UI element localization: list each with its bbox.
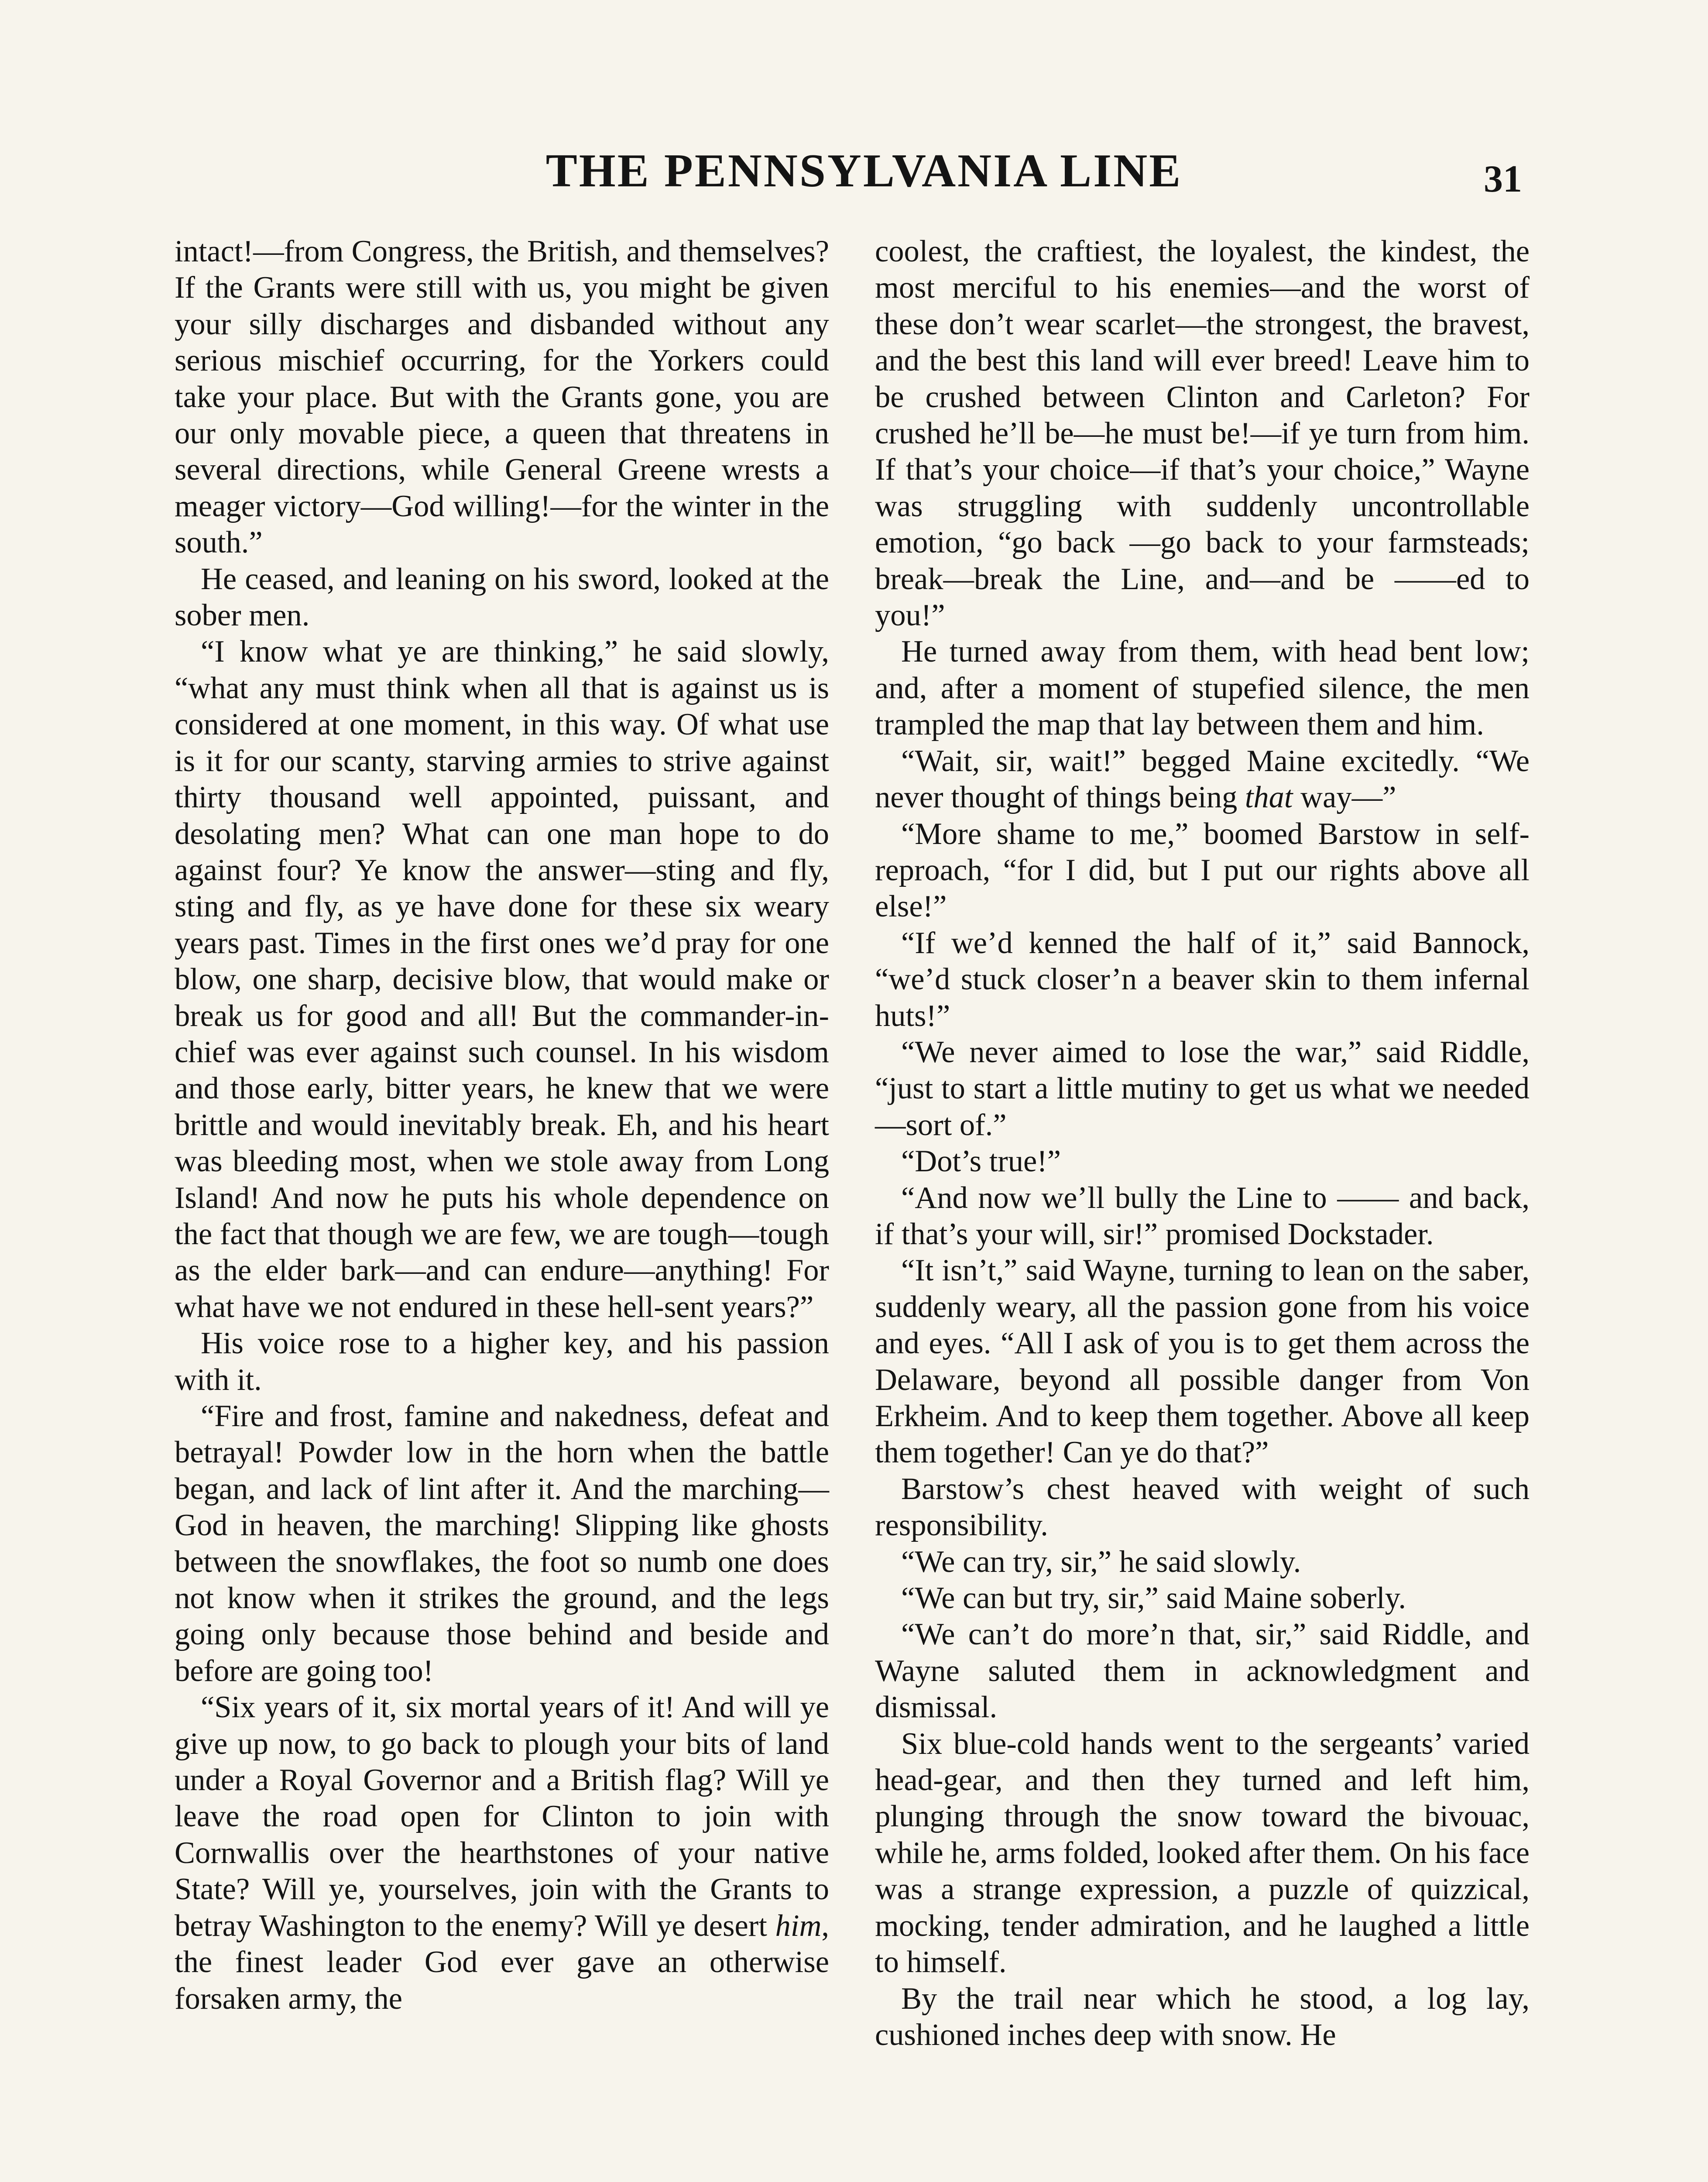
- paragraph: “Dot’s true!”: [901, 1144, 1061, 1179]
- paragraph: “Six years of it, six mortal years of it! And will ye give up now, to go back to plough your bits of land under a Royal Governor and a British flag? Will ye leave the road open for Clinton to join with Cornwallis over the hearthstones of your native State? Will ye, yourselves, join with the Grants to betray Washington to the enemy? Will ye desert him, the finest leader God ever gave an otherwise forsaken army, the: [175, 1690, 829, 2016]
- page-number: 31: [1484, 158, 1522, 200]
- paragraph: “We can but try, sir,” said Maine soberly.: [901, 1581, 1406, 1616]
- paragraph: “We never aimed to lose the war,” said Riddle, “just to start a little mutiny to get us what we needed—sort of.”: [875, 1035, 1530, 1142]
- paragraph: He ceased, and leaning on his sword, looked at the sober men.: [175, 562, 829, 633]
- paragraph: “I know what ye are thinking,” he said slowly, “what any must think when all that is against us is considered at one moment, in this way. Of what use is it for our scanty, starving armies to strive against thirty thousand well appointed, puissant, and desolating men? What can one man hope to do against four? Ye know the answer—sting and fly, sting and fly, as ye have done for these six weary years past. Times in the first ones we’d pray for one blow, one sharp, decisive blow, that would make or break us for good and all! But the commander-in-chief was ever against such counsel. In his wisdom and those early, bitter years, he knew that we were brittle and would inevitably break. Eh, and his heart was bleeding most, when we stole away from Long Island! And now he puts his whole dependence on the fact that though we are few, we are tough—tough as the elder bark—and can endure—anything! For what have we not endured in these hell-sent years?”: [175, 635, 829, 1324]
- paragraph: By the trail near which he stood, a log lay, cushioned inches deep with snow. He: [875, 1981, 1530, 2052]
- paragraph: “It isn’t,” said Wayne, turning to lean on the saber, suddenly weary, all the passion gone from his voice and eyes. “All I ask of you is to get them across the Delaware, beyond all possible danger from Von Erkheim. And to keep them together. Above all keep them together! Can ye do that?”: [875, 1253, 1530, 1470]
- paragraph: “Fire and frost, famine and nakedness, defeat and betrayal! Powder low in the horn when the battle began, and lack of lint after it. And the marching—God in heaven, the marching! Slipping like ghosts between the snowflakes, the foot so numb one does not know when it strikes the ground, and the legs going only because those behind and beside and before are going too!: [175, 1399, 829, 1688]
- right-text-column: [875, 233, 1530, 2053]
- paragraph: coolest, the craftiest, the loyalest, the kindest, the most merciful to his enemies—and the worst of these don’t wear scarlet—the strongest, the bravest, and the best this land will ever breed! Leave him to be crushed between Clinton and Carleton? For crushed he’ll be—he must be!—if ye turn from him. If that’s your choice—if that’s your choice,” Wayne was struggling with suddenly uncontrollable emotion, “go back —go back to your farmsteads; break—break the Line, and—and be ——ed to you!”: [875, 234, 1530, 633]
- paragraph: intact!—from Congress, the British, and themselves? If the Grants were still with us, you might be given your silly discharges and disbanded without any serious mischief occurring, for the Yorkers could take your place. But with the Grants gone, you are our only movable piece, a queen that threatens in several directions, while General Greene wrests a meager victory—God willing!—for the winter in the south.”: [175, 234, 829, 560]
- paragraph: Six blue-cold hands went to the sergeants’ varied head-gear, and then they turned and left him, plunging through the snow toward the bivouac, while he, arms folded, looked after them. On his face was a strange expression, a puzzle of quizzical, mocking, tender admiration, and he laughed a little to himself.: [875, 1726, 1530, 1980]
- paragraph: “If we’d kenned the half of it,” said Bannock, “we’d stuck closer’n a beaver skin to them infernal huts!”: [875, 926, 1530, 1033]
- paragraph: “And now we’ll bully the Line to —— and back, if that’s your will, sir!” promised Dockstader.: [875, 1180, 1530, 1251]
- paragraph: “We can try, sir,” he said slowly.: [901, 1544, 1301, 1579]
- paragraph: He turned away from them, with head bent low; and, after a moment of stupefied silence, the men trampled the map that lay between them and him.: [875, 635, 1530, 742]
- paragraph: His voice rose to a higher key, and his passion with it.: [175, 1326, 829, 1397]
- paragraph: “We can’t do more’n that, sir,” said Riddle, and Wayne saluted them in acknowledgment and dismissal.: [875, 1617, 1530, 1725]
- running-head-title: THE PENNSYLVANIA LINE: [545, 145, 1183, 197]
- left-text-column: [175, 233, 829, 2017]
- paragraph: “Wait, sir, wait!” begged Maine excitedly. “We never thought of things being that way—”: [875, 744, 1530, 815]
- paragraph: Barstow’s chest heaved with weight of such responsibility.: [875, 1472, 1530, 1543]
- paragraph: “More shame to me,” boomed Barstow in self-reproach, “for I did, but I put our rights above all else!”: [875, 817, 1530, 924]
